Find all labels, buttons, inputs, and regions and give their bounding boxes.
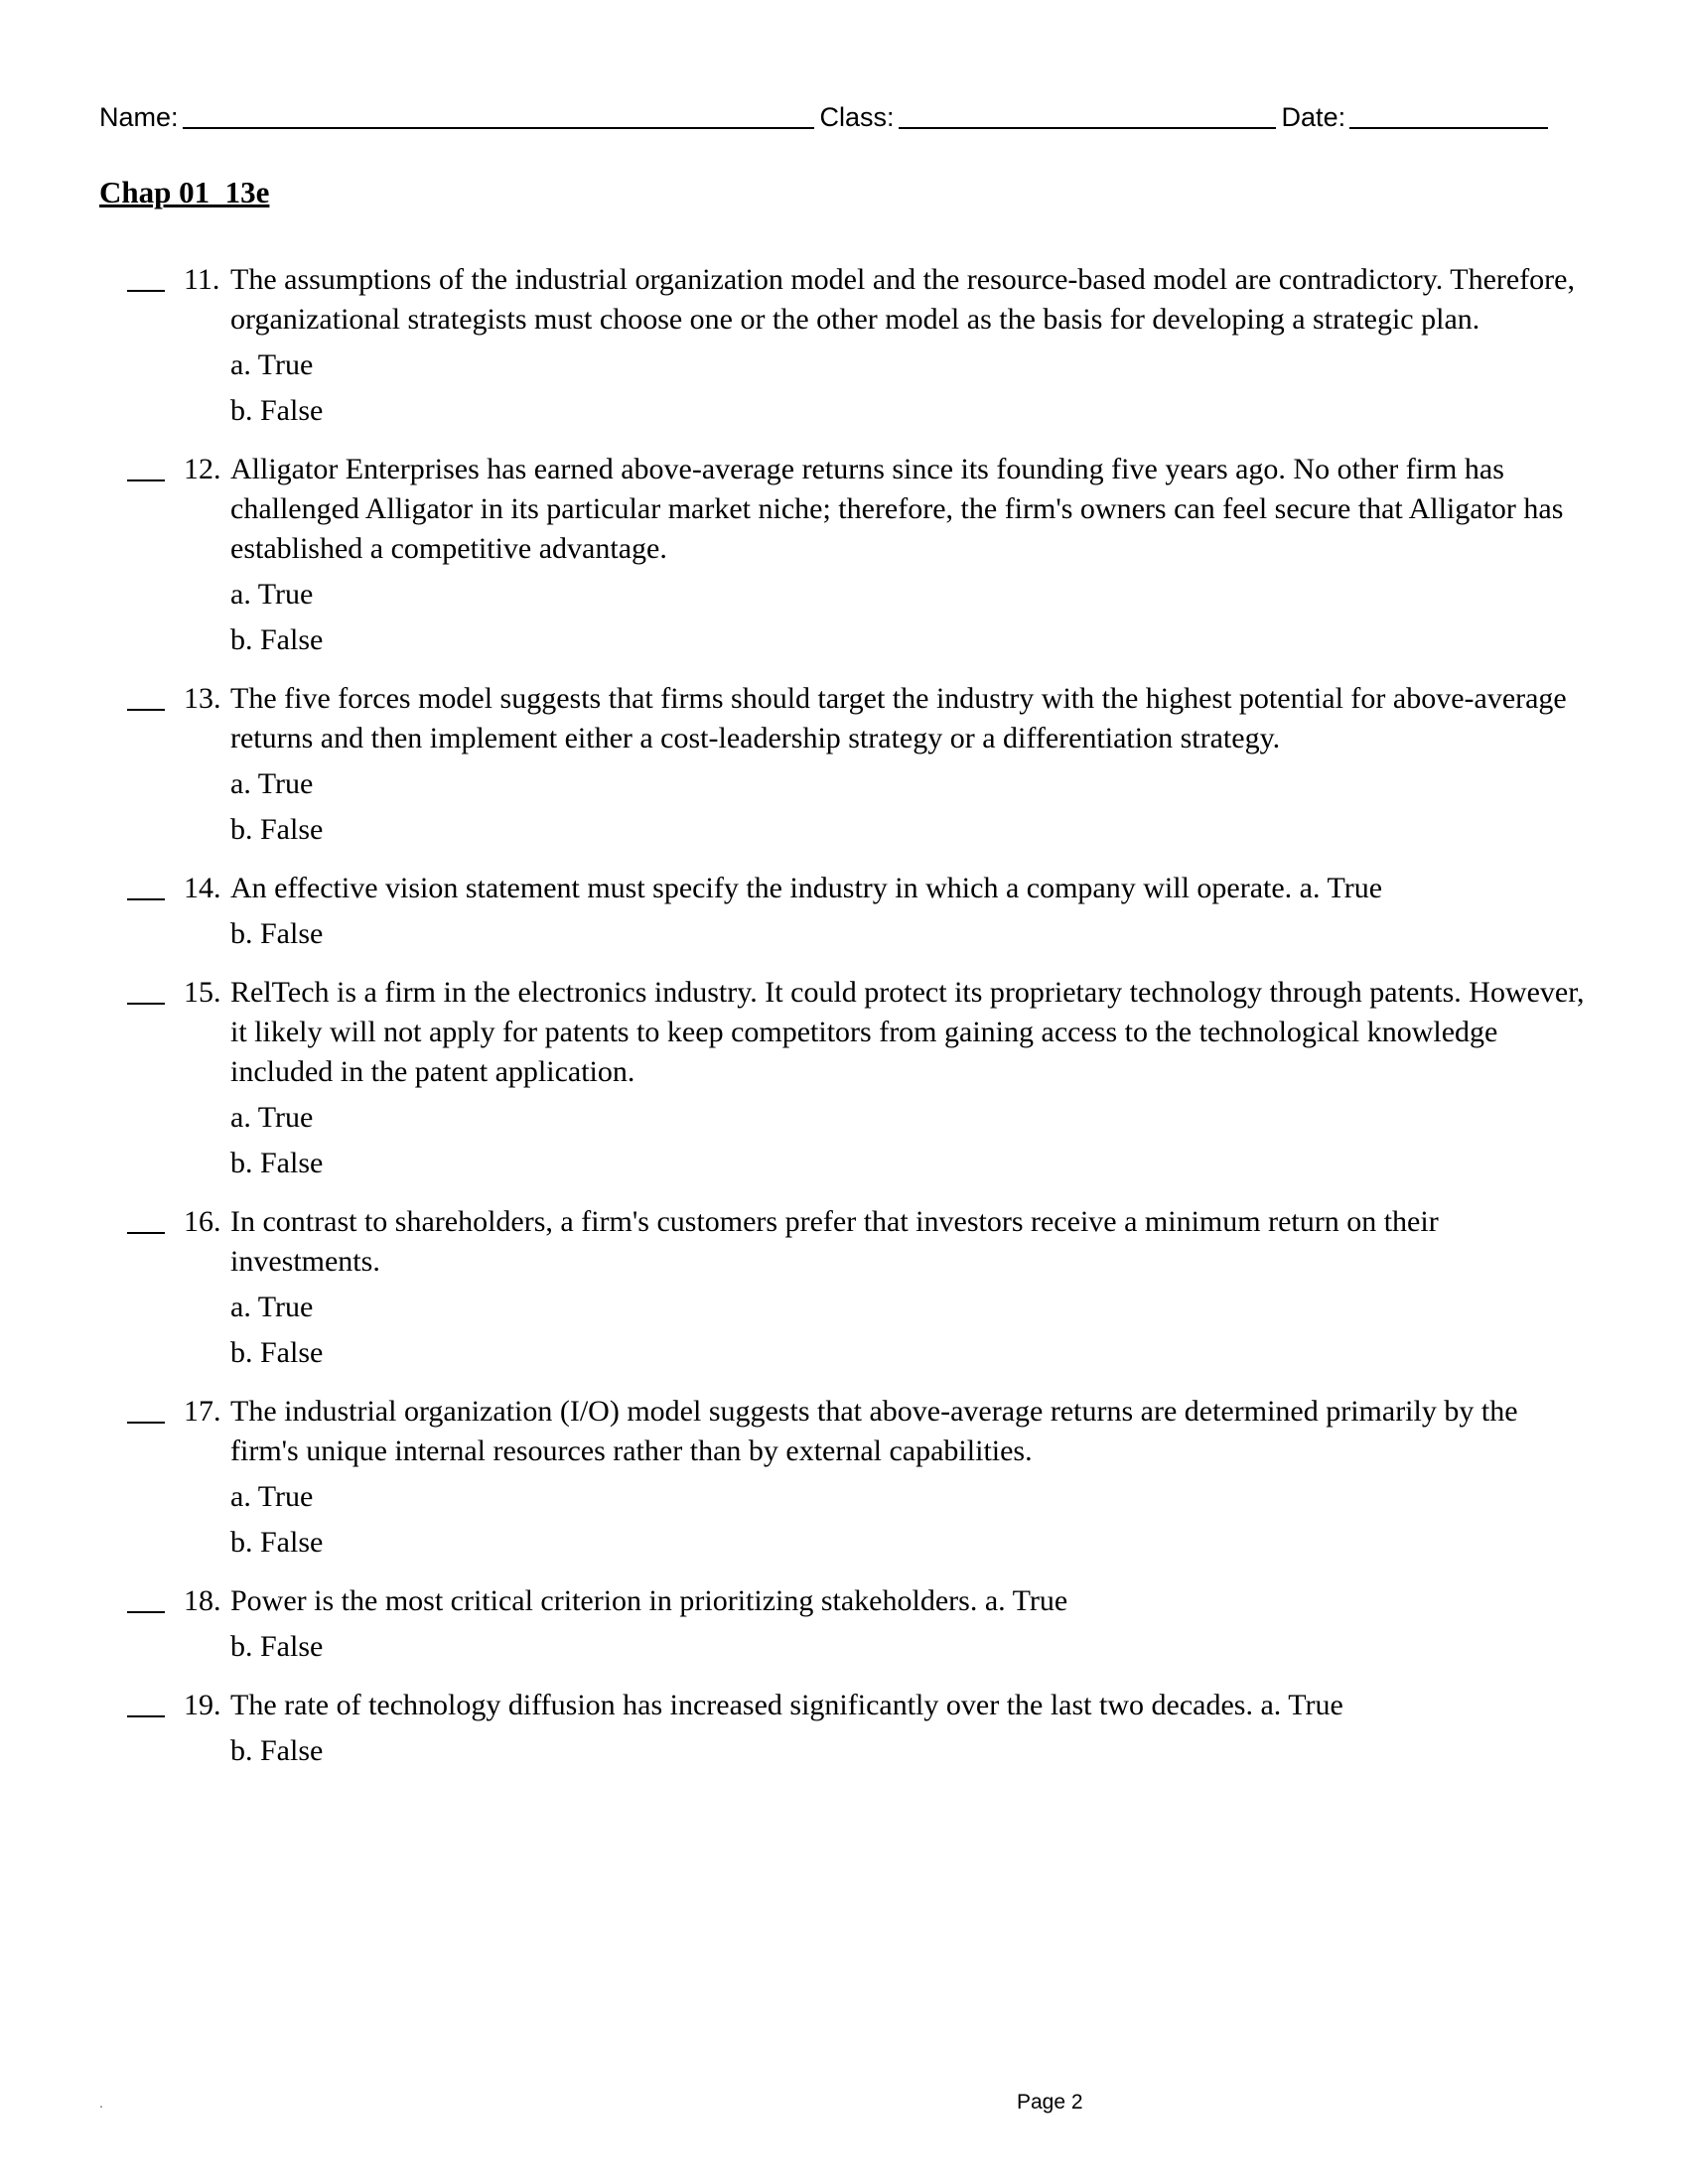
question-list bbox=[0, 260, 1688, 1790]
question-text: Alligator Enterprises has earned above-average returns since its founding five years ago. No other firm has challenged Alligator in its particular market niche; therefore, the firm's owners can feel secure that Alligator has established a competitive advantage. bbox=[230, 453, 1564, 565]
answer-option: a. True bbox=[230, 348, 314, 381]
question-item bbox=[0, 869, 1688, 954]
answer-blank[interactable] bbox=[127, 454, 165, 481]
answer-option: b. False bbox=[230, 917, 324, 950]
question-text: The assumptions of the industrial organization model and the resource-based model are contradictory. Therefore, organizational strategists must choose one or the other model as the basis for developing a strategic plan. bbox=[230, 263, 1575, 336]
question-text: The five forces model suggests that firms should target the industry with the highest potential for above-average returns and then implement either a cost-leadership strategy or a differentiation strategy. bbox=[230, 682, 1567, 754]
question-number: 13. bbox=[184, 682, 221, 715]
question-text: In contrast to shareholders, a firm's customers prefer that investors receive a minimum return on their investments. bbox=[230, 1205, 1439, 1278]
answer-option: b. False bbox=[230, 623, 324, 656]
question-text: RelTech is a firm in the electronics industry. It could protect its proprietary technology through patents. However, it likely will not apply for patents to keep competitors from gaining access to the technological knowledge included in the patent application. bbox=[230, 976, 1585, 1088]
question-item bbox=[0, 1686, 1688, 1771]
class-label: Class: bbox=[819, 102, 895, 132]
question-item bbox=[0, 1392, 1688, 1563]
answer-option: b. False bbox=[230, 1734, 324, 1767]
chapter-title: Chap 01_13e bbox=[99, 175, 270, 209]
answer-option: b. False bbox=[230, 1630, 324, 1663]
header-fields bbox=[99, 99, 1579, 133]
name-label: Name: bbox=[99, 102, 179, 132]
answer-blank[interactable] bbox=[127, 1585, 165, 1613]
question-number: 12. bbox=[184, 453, 221, 485]
question-text: An effective vision statement must specify the industry in which a company will operate. a. True bbox=[230, 872, 1383, 904]
answer-option: b. False bbox=[230, 1526, 324, 1559]
question-text: The rate of technology diffusion has increased significantly over the last two decades. a. True bbox=[230, 1689, 1343, 1721]
question-text: The industrial organization (I/O) model suggests that above-average returns are determined primarily by the firm's unique internal resources rather than by external capabilities. bbox=[230, 1395, 1518, 1467]
answer-blank[interactable] bbox=[127, 1690, 165, 1717]
answer-blank[interactable] bbox=[127, 683, 165, 711]
answer-option: a. True bbox=[230, 578, 314, 611]
page-number: Page 2 bbox=[1017, 2091, 1083, 2114]
question-item bbox=[0, 260, 1688, 431]
answer-option: b. False bbox=[230, 394, 324, 427]
answer-option: a. True bbox=[230, 1101, 314, 1134]
question-number: 11. bbox=[184, 263, 220, 296]
question-number: 17. bbox=[184, 1395, 221, 1428]
question-number: 16. bbox=[184, 1205, 221, 1238]
question-item bbox=[0, 679, 1688, 850]
question-number: 18. bbox=[184, 1584, 221, 1617]
question-item bbox=[0, 1202, 1688, 1373]
answer-option: b. False bbox=[230, 813, 324, 846]
name-blank[interactable] bbox=[183, 99, 814, 129]
answer-option: b. False bbox=[230, 1336, 324, 1369]
answer-blank[interactable] bbox=[127, 977, 165, 1005]
answer-option: a. True bbox=[230, 1291, 314, 1323]
answer-option: b. False bbox=[230, 1147, 324, 1179]
question-item bbox=[0, 973, 1688, 1183]
question-item bbox=[0, 1581, 1688, 1667]
answer-blank[interactable] bbox=[127, 1206, 165, 1234]
question-number: 14. bbox=[184, 872, 221, 904]
question-text: Power is the most critical criterion in prioritizing stakeholders. a. True bbox=[230, 1584, 1068, 1617]
class-blank[interactable] bbox=[899, 99, 1276, 129]
date-label: Date: bbox=[1281, 102, 1346, 132]
answer-blank[interactable] bbox=[127, 1396, 165, 1424]
question-item bbox=[0, 450, 1688, 660]
answer-blank[interactable] bbox=[127, 264, 165, 292]
footer-mark: . bbox=[99, 2095, 103, 2111]
answer-option: a. True bbox=[230, 1480, 314, 1513]
answer-blank[interactable] bbox=[127, 873, 165, 900]
question-number: 19. bbox=[184, 1689, 221, 1721]
date-blank[interactable] bbox=[1349, 99, 1548, 129]
answer-option: a. True bbox=[230, 767, 314, 800]
question-number: 15. bbox=[184, 976, 221, 1009]
